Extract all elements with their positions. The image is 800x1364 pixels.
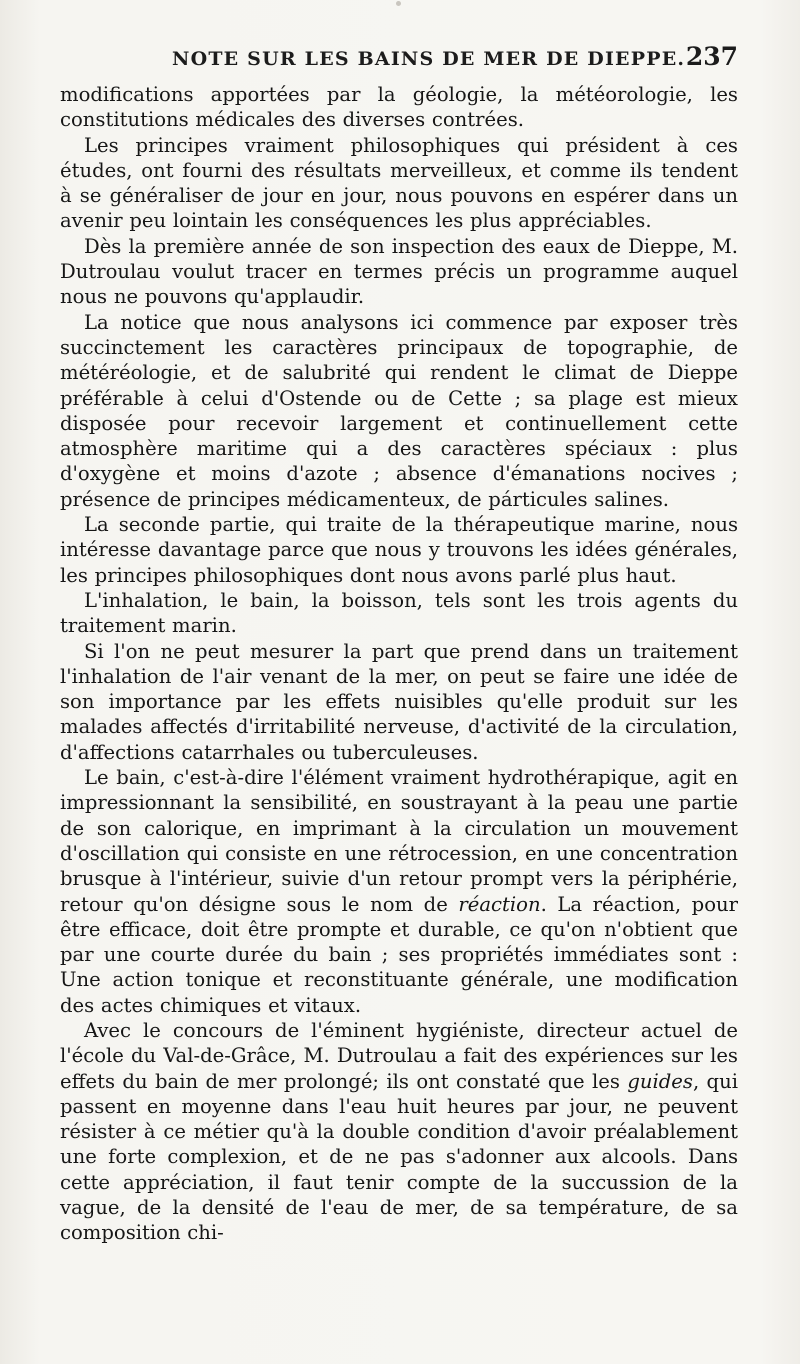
page-header — [60, 42, 740, 78]
paragraph-three-agents: L'inhalation, le bain, la boisson, tels sont les trois agents du traitement marin. — [60, 588, 738, 638]
bath-text-start: Le bain, c'est-à-dire l'élément vraiment hydrothérapique, agit en impressionnant la sensibilité, en soustrayant à la peau une partie de son calorique, en imprimant à la circulation un mouvement d'oscillation qui consiste en une rétrocession, en une concentration brusque à l'intérieur, suivie d'un retour prompt vers la périphérie, retour qu'on désigne sous le nom de — [60, 766, 738, 916]
guides-term: guides — [627, 1069, 693, 1093]
paragraph-second-part: La seconde partie, qui traite de la thérapeutique marine, nous intéresse davantage parce que nous y trouvons les idées générales, les principes philosophiques dont nous avons parlé plus haut. — [60, 513, 738, 587]
paragraph-bath — [60, 765, 738, 1018]
paragraph-principles: Les principes vraiment philosophiques qui président à ces études, ont fourni des résultats merveilleux, et comme ils tendent à se généraliser de jour en jour, nous pouvons en espérer dans un avenir peu lointain les conséquences les plus appréciables. — [60, 133, 738, 233]
paper-speck — [396, 1, 401, 6]
paragraph-inhalation: Si l'on ne peut mesurer la part que prend dans un traitement l'inhalation de l'air venant de la mer, on peut se faire une idée de son importance par les effets nuisibles qu'elle produit sur les malades affectés d'irritabilité nerveuse, d'activité de la circulation, d'affections catarrhales ou tuberculeuses. — [60, 639, 738, 764]
paragraph-first-year: Dès la première année de son inspection des eaux de Dieppe, M. Dutroulau voulut tracer en termes précis un programme auquel nous ne pouvons qu'applaudir. — [60, 234, 738, 309]
paragraph-notice: La notice que nous analysons ici commence par exposer très succinctement les caractères principaux de topographie, de météréologie, et de salubrité qui rendent le climat de Dieppe préférable à celui d'Ostende ou de Cette ; sa plage est mieux disposée pour recevoir largement et continuellement cette atmosphère maritime qui a des caractères spéciaux : plus d'oxygène et moins d'azote ; absence d'émanations nocives ; présence de principes médicamenteux, de párticules salines. — [60, 310, 738, 511]
body-text — [60, 82, 738, 1246]
experiments-text-start: Avec le concours de l'éminent hygiéniste, directeur actuel de l'école du Val-de-Grâce, M. Dutroulau a fait des expériences sur les effets du bain de mer prolongé; ils ont constaté que les — [60, 1018, 738, 1093]
reaction-term: réaction — [458, 892, 541, 916]
experiments-text-end: , qui passent en moyenne dans l'eau huit heures par jour, ne peuvent résister à ce métier qu'à la double condition d'avoir préalablement une forte complexion, et de ne pas s'adonner aux alcools. Dans cette appréciation, il faut tenir compte de la succussion de la vague, de la densité de l'eau de mer, de sa température, de sa composition chi- — [60, 1069, 738, 1245]
bath-text-end: . La réaction, pour être efficace, doit être prompte et durable, ce qu'on n'obtient que par une courte durée du bain ; ses propriétés immédiates sont : Une action tonique et reconstituante générale, une modification des actes chimiques et vitaux. — [60, 892, 738, 1017]
paragraph-continued: modifications apportées par la géologie, la météorologie, les constitutions médicales des diverses contrées. — [60, 83, 738, 132]
running-title: NOTE SUR LES BAINS DE MER DE DIEPPE. — [172, 48, 686, 70]
page-number: 237 — [685, 42, 738, 71]
paragraph-experiments — [60, 1018, 738, 1246]
